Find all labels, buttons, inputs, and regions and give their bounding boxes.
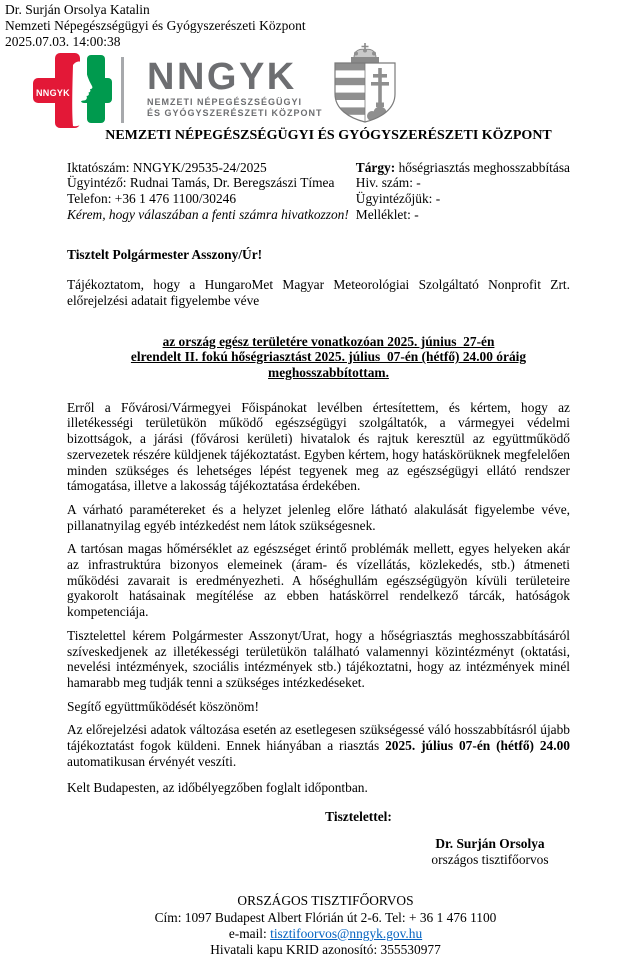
- footer-krid: Hivatali kapu KRID azonosító: 355530977: [210, 941, 441, 957]
- stamp-datetime: 2025.07.03. 14:00:38: [5, 34, 121, 49]
- document-title: NEMZETI NÉPEGÉSZSÉGÜGYI ÉS GYÓGYSZERÉSZETI KÖZPONT: [105, 128, 552, 143]
- paragraph-intro: Tájékoztatom, hogy a HungaroMet Magyar Meteorológiai Szolgáltató Nonprofit Zrt. előrejelzési adatait figyelembe véve: [67, 277, 570, 308]
- closing-phrase: Tisztelettel:: [325, 809, 392, 825]
- letterhead-footer: [67, 893, 570, 958]
- wordmark-acronym: NNGYK: [147, 56, 297, 98]
- salutation: Tisztelt Polgármester Asszony/Úr!: [67, 246, 263, 262]
- meta-ugyintezo: Ügyintéző: Rudnai Tamás, Dr. Beregszászi Tímea: [67, 175, 335, 191]
- footer-email-line: e-mail: tisztifoorvos@nngyk.gov.hu: [228, 925, 423, 941]
- meta-left-column: [67, 160, 356, 223]
- wordmark-tagline-1: NEMZETI NÉPEGÉSZSÉGÜGYI: [147, 97, 303, 107]
- statement-line-2: elrendelt II. fokú hőségriasztást 2025. július 07-én (hétfő) 24.00 óráig: [130, 349, 527, 365]
- statement-line-1: az ország egész területére vonatkozóan 2025. június 27-én: [162, 333, 495, 349]
- footer-address: Cím: 1097 Budapest Albert Flórián út 2-6. Tel: + 36 1 476 1100: [154, 909, 497, 925]
- meta-ugyintezojuk: Ügyintézőjük: -: [355, 191, 441, 207]
- signature-block: [390, 836, 590, 867]
- signer-name: Dr. Surján Orsolya: [435, 835, 545, 851]
- nngyk-badge-label: NNGYK: [35, 88, 70, 98]
- paragraph-request: Tisztelettel kérem Polgármester Asszonyt/Urat, hogy a hőségriasztás meghosszabbításáról szíveskedjenek az illetékességi területükön található valamennyi közintézményt (oktatási, nevelési intézmények, szociális intézmények stb.) tájékoztatni, hogy az intézmények minél hamarabb meg tudják tenni a szükséges intézkedéseket.: [67, 627, 570, 690]
- signer-role: országos tisztifőorvos: [431, 851, 549, 867]
- statement-line-3: meghosszabbítottam.: [268, 365, 389, 381]
- footer-office: ORSZÁGOS TISZTIFŐORVOS: [237, 893, 414, 909]
- stamp-org: Nemzeti Népegészségügyi és Gyógyszerészeti Központ: [5, 18, 306, 33]
- paragraph-foispan: Erről a Fővárosi/Vármegyei Főispánokat levélben értesítettem, és kértem, hogy az illetékességi területükön működő egészségügyi szolgáltatók, a vármegyei védelmi bizottságok, a járási (fővárosi kerületi) hivatalok és rajtuk keresztül az együttműködő szervezetek részére küldjenek tájékoztatást. Egyben kértem, hogy hatáskörüknek megfelelően minden szükséges és lehetséges lépést tegyenek meg az egészségügyi ellátó rendszer támogatása, illetve a lakosság tájékoztatása érdekében.: [67, 399, 570, 494]
- wordmark-tagline-2: ÉS GYÓGYSZERÉSZETI KÖZPONT: [147, 107, 323, 118]
- paragraph-expiry: Az előrejelzési adatok változása esetén az esetlegesen szükségessé váló hosszabbításról újabb tájékoztatást fogok küldeni. Ennek hiányában a riasztás 2025. július 07-én (hétfő) 24.00 automatikusan érvényét veszíti.: [67, 722, 570, 769]
- paragraph-parameters: A várható paramétereket és a helyzet jelenleg előre látható alakulását figyelembe véve, pillanatnyilag egyéb intézkedést nem látok szükségesnek.: [67, 501, 570, 533]
- expiry-date-bold: 2025. július 07-én (hétfő) 24.00: [385, 738, 570, 754]
- meta-block: [67, 160, 570, 223]
- meta-melleklet: Melléklet: -: [355, 206, 419, 222]
- meta-targy: Tárgy: hőségriasztás meghosszabbítása: [355, 159, 570, 175]
- heat-alert-statement: [67, 334, 570, 381]
- paragraph-thanks: Segítő együttműködését köszönöm!: [67, 698, 259, 714]
- paragraph-date-place: Kelt Budapesten, az időbélyegzőben foglalt időpontban.: [67, 779, 368, 795]
- meta-hiv-szam: Hiv. szám: -: [355, 175, 421, 191]
- email-link[interactable]: tisztifoorvos@nngyk.gov.hu: [270, 925, 423, 941]
- meta-telefon: Telefon: +36 1 476 1100/30246: [67, 191, 237, 207]
- letter-body: [67, 0, 570, 958]
- stamp-signer: Dr. Surján Orsolya Katalin: [5, 2, 150, 17]
- meta-iktatoszam: Iktatószám: NNGYK/29535-24/2025: [67, 159, 267, 175]
- paragraph-infrastructure: A tartósan magas hőmérséklet az egészséget érintő problémák mellett, egyes helyeken akár az infrastruktúra bizonyos elemeinek (áram- és vízellátás, közlekedés, stb.) átmeneti működési zavarait is eredményezheti. A hőséghullám egészségügyön kívüli területeire gyakorolt hatásainak megítélése az ebben hatáskörrel rendelkező tárcák, hatóságok kompetenciája.: [67, 541, 570, 620]
- meta-right-column: [356, 160, 570, 223]
- meta-reference-note: Kérem, hogy válaszában a fenti számra hivatkozzon!: [67, 206, 349, 222]
